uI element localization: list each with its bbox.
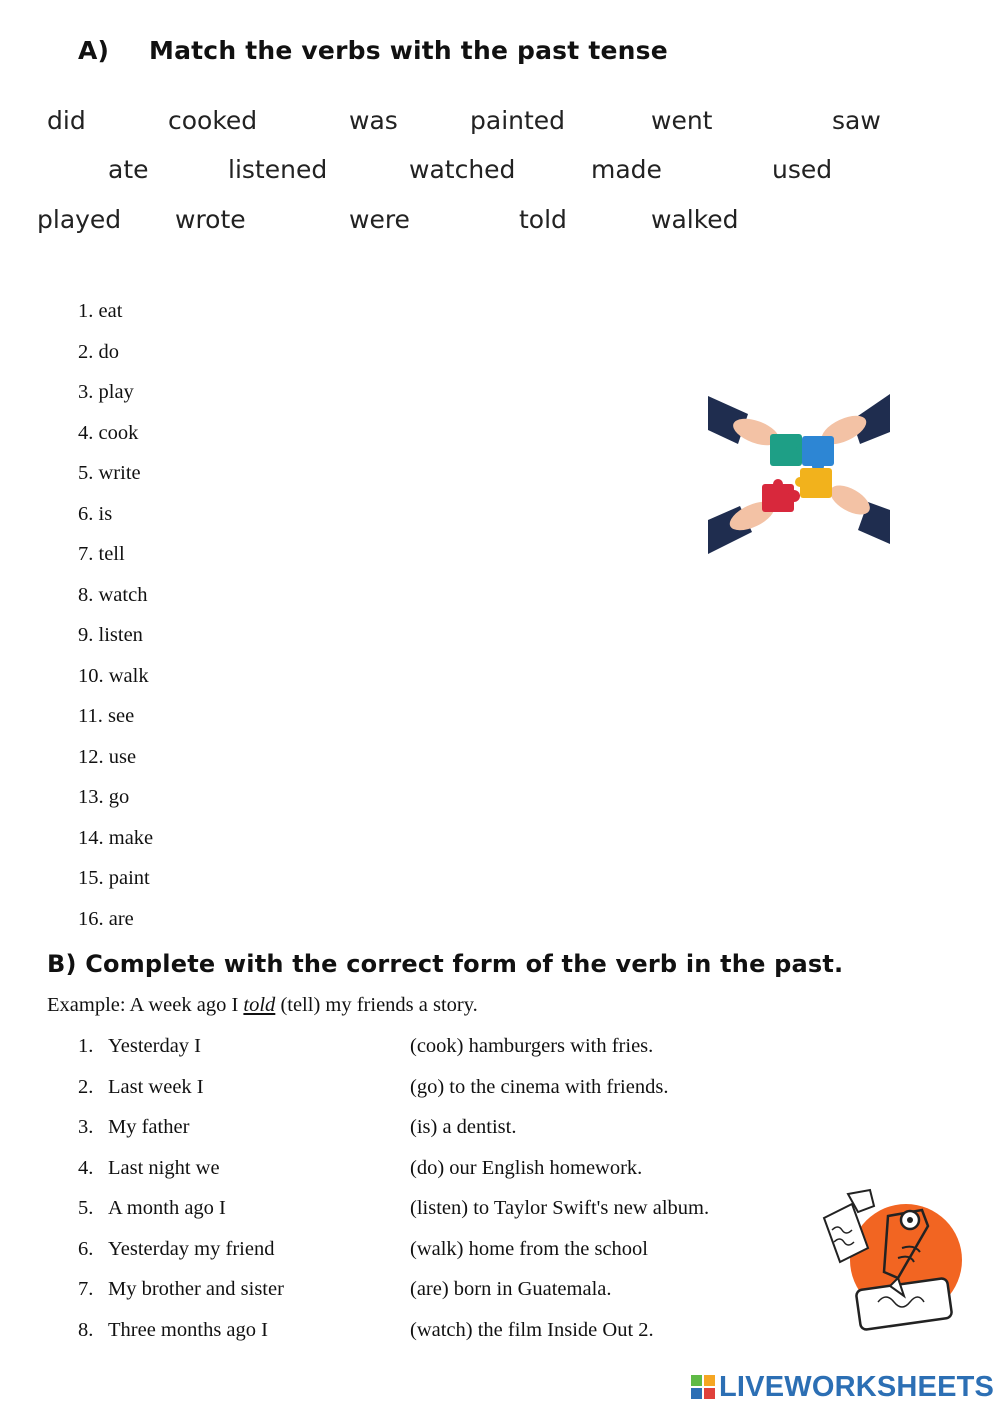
verb-item: 2. do <box>78 341 119 363</box>
word-bank-item: were <box>349 205 410 234</box>
sentence-item <box>78 1076 878 1106</box>
word-bank-item: made <box>591 155 662 184</box>
verb-item: 4. cook <box>78 422 139 444</box>
sentence-number: 2. <box>78 1076 94 1098</box>
example-after: (tell) my friends a story. <box>275 994 478 1016</box>
word-bank-item: saw <box>832 106 881 135</box>
sentence-number: 1. <box>78 1035 94 1057</box>
section-a-title <box>78 36 668 65</box>
sentence-number: 5. <box>78 1197 94 1219</box>
sentence-item <box>78 1157 878 1187</box>
word-bank-item: went <box>651 106 713 135</box>
word-bank-item: cooked <box>168 106 258 135</box>
sentence-subject: Yesterday I <box>108 1035 202 1057</box>
sentence-rest: (are) born in Guatemala. <box>410 1278 612 1300</box>
verb-item: 8. watch <box>78 584 148 606</box>
verb-item: 13. go <box>78 786 130 808</box>
word-bank-item: played <box>37 205 122 234</box>
sentence-item <box>78 1116 878 1146</box>
sentence-subject: My father <box>108 1116 190 1138</box>
word-bank-item: painted <box>470 106 566 135</box>
sentence-number: 3. <box>78 1116 94 1138</box>
word-bank-item: ate <box>108 155 149 184</box>
verb-item: 9. listen <box>78 624 143 646</box>
section-b-title: B) Complete with the correct form of the verb in the past. <box>47 950 844 978</box>
sentence-item <box>78 1238 878 1268</box>
sentence-subject: Last night we <box>108 1157 220 1179</box>
section-a-letter: A) <box>78 36 110 65</box>
sentence-item <box>78 1197 878 1227</box>
example-sentence <box>47 994 478 1017</box>
verb-item: 16. are <box>78 908 134 930</box>
word-bank-item: wrote <box>175 205 246 234</box>
sentence-item <box>78 1035 878 1065</box>
liveworksheets-brand <box>690 1370 994 1404</box>
verb-item: 10. walk <box>78 665 149 687</box>
sentence-rest: (watch) the film Inside Out 2. <box>410 1319 654 1341</box>
word-bank-item: listened <box>228 155 328 184</box>
section-a-heading: Match the verbs with the past tense <box>149 36 668 65</box>
sentence-subject: Yesterday my friend <box>108 1238 275 1260</box>
verb-item: 5. write <box>78 462 141 484</box>
verb-item: 12. use <box>78 746 137 768</box>
verb-item: 1. eat <box>78 300 123 322</box>
brand-text: LIVEWORKSHEETS <box>719 1370 995 1403</box>
sentence-number: 7. <box>78 1278 94 1300</box>
word-bank-item: did <box>47 106 86 135</box>
word-bank-item: told <box>519 205 567 234</box>
sentence-number: 6. <box>78 1238 94 1260</box>
writing-hand-icon <box>818 1186 964 1332</box>
sentence-number: 8. <box>78 1319 94 1341</box>
sentence-rest: (walk) home from the school <box>410 1238 648 1260</box>
sentence-item <box>78 1278 878 1308</box>
sentence-number: 4. <box>78 1157 94 1179</box>
verb-item: 7. tell <box>78 543 125 565</box>
sentence-rest: (do) our English homework. <box>410 1157 643 1179</box>
word-bank-item: used <box>772 155 833 184</box>
puzzle-hands-icon <box>708 392 890 554</box>
verb-item: 15. paint <box>78 867 150 889</box>
word-bank-item: was <box>349 106 398 135</box>
example-answer: told <box>243 994 276 1016</box>
sentence-subject: A month ago I <box>108 1197 226 1219</box>
liveworksheets-logo-icon <box>690 1374 716 1400</box>
verb-item: 11. see <box>78 705 135 727</box>
word-bank-item: walked <box>651 205 739 234</box>
sentence-rest: (is) a dentist. <box>410 1116 517 1138</box>
sentence-rest: (cook) hamburgers with fries. <box>410 1035 654 1057</box>
sentence-rest: (listen) to Taylor Swift's new album. <box>410 1197 710 1219</box>
sentence-subject: Three months ago I <box>108 1319 268 1341</box>
verb-item: 6. is <box>78 503 113 525</box>
word-bank-item: watched <box>409 155 516 184</box>
example-before: Example: A week ago I <box>47 994 244 1016</box>
verb-item: 3. play <box>78 381 134 403</box>
sentence-subject: My brother and sister <box>108 1278 284 1300</box>
sentence-subject: Last week I <box>108 1076 204 1098</box>
sentence-rest: (go) to the cinema with friends. <box>410 1076 669 1098</box>
verb-item: 14. make <box>78 827 154 849</box>
sentence-item <box>78 1319 878 1349</box>
